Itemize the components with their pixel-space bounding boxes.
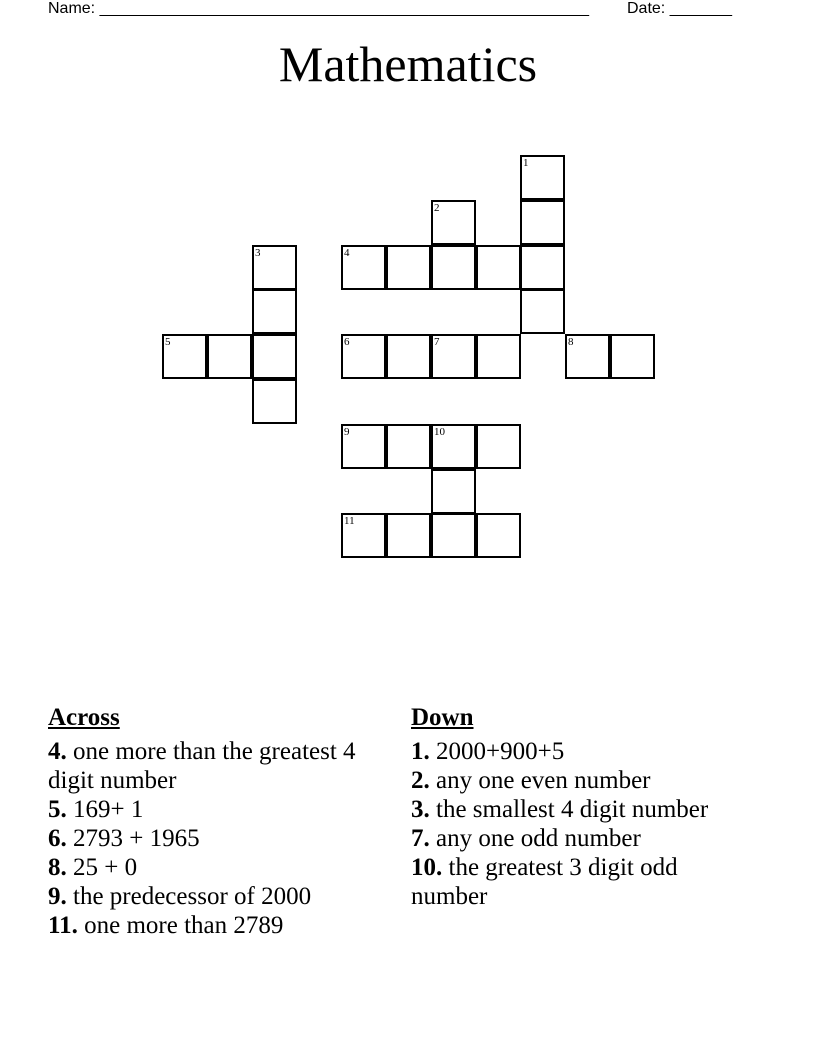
clue-text: the predecessor of 2000 (66, 883, 312, 910)
grid-cell[interactable] (476, 334, 521, 379)
grid-cell[interactable] (520, 289, 565, 334)
grid-cell[interactable] (386, 513, 431, 558)
clue-down-2 (411, 766, 741, 795)
clue-down-1 (411, 737, 741, 766)
clue-across-6 (48, 824, 368, 853)
cell-number: 3 (255, 247, 261, 259)
clue-down-3 (411, 795, 741, 824)
clue-number: 5. (48, 796, 67, 823)
cell-number: 8 (568, 336, 574, 348)
grid-cell[interactable] (476, 245, 521, 290)
cell-number: 11 (344, 515, 355, 527)
grid-cell[interactable] (431, 469, 476, 514)
clue-number: 7. (411, 825, 430, 852)
clue-number: 10. (411, 854, 443, 881)
grid-cell[interactable] (341, 513, 386, 558)
clue-text: 25 + 0 (66, 854, 138, 881)
page-title: Mathematics (278, 36, 538, 92)
clue-text: the smallest 4 digit number (429, 796, 709, 823)
grid-cell[interactable] (341, 245, 386, 290)
grid-cell[interactable] (476, 424, 521, 469)
clue-number: 1. (411, 738, 430, 765)
grid-cell[interactable] (476, 513, 521, 558)
grid-cell[interactable] (252, 334, 297, 379)
cell-number: 5 (165, 336, 171, 348)
grid-cell[interactable] (431, 424, 476, 469)
clue-number: 6. (48, 825, 67, 852)
clue-text: 2000+900+5 (429, 738, 565, 765)
clue-across-4 (48, 737, 368, 795)
grid-cell[interactable] (162, 334, 207, 379)
down-clues (411, 703, 741, 911)
grid-cell[interactable] (565, 334, 610, 379)
down-heading: Down (411, 704, 474, 731)
cell-number: 7 (434, 336, 440, 348)
clue-across-8 (48, 853, 368, 882)
grid-cell[interactable] (431, 200, 476, 245)
grid-cell[interactable] (341, 424, 386, 469)
grid-cell[interactable] (431, 334, 476, 379)
grid-cell[interactable] (207, 334, 252, 379)
grid-cell[interactable] (386, 334, 431, 379)
cell-number: 4 (344, 247, 350, 259)
grid-cell[interactable] (386, 424, 431, 469)
clue-text: any one even number (429, 767, 651, 794)
clue-number: 3. (411, 796, 430, 823)
cell-number: 6 (344, 336, 350, 348)
name-field-label: Name: _______________________________________________________ (48, 0, 589, 17)
grid-cell[interactable] (252, 289, 297, 334)
grid-cell[interactable] (252, 379, 297, 424)
across-clues (48, 703, 368, 940)
clue-number: 8. (48, 854, 67, 881)
date-field-label: Date: _______ (627, 0, 732, 17)
clue-across-11 (48, 911, 368, 940)
grid-cell[interactable] (386, 245, 431, 290)
clue-number: 4. (48, 738, 67, 765)
grid-cell[interactable] (520, 155, 565, 200)
grid-cell[interactable] (431, 245, 476, 290)
clue-text: any one odd number (429, 825, 641, 852)
grid-cell[interactable] (252, 245, 297, 290)
grid-cell[interactable] (341, 334, 386, 379)
grid-cell[interactable] (520, 245, 565, 290)
clue-across-5 (48, 795, 368, 824)
cell-number: 2 (434, 202, 440, 214)
cell-number: 9 (344, 426, 350, 438)
grid-cell[interactable] (431, 513, 476, 558)
clue-text: one more than 2789 (77, 912, 284, 939)
grid-cell[interactable] (520, 200, 565, 245)
clue-text: one more than the greatest 4 digit number (48, 738, 356, 794)
clue-text: the greatest 3 digit odd number (411, 854, 678, 910)
clue-down-7 (411, 824, 741, 853)
cell-number: 1 (523, 157, 529, 169)
cell-number: 10 (434, 426, 445, 438)
clue-number: 11. (48, 912, 78, 939)
clue-number: 2. (411, 767, 430, 794)
clue-text: 2793 + 1965 (66, 825, 200, 852)
clue-number: 9. (48, 883, 67, 910)
across-heading: Across (48, 704, 120, 731)
grid-cell[interactable] (610, 334, 655, 379)
clue-down-10 (411, 853, 741, 911)
clue-across-9 (48, 882, 368, 911)
clue-text: 169+ 1 (66, 796, 144, 823)
